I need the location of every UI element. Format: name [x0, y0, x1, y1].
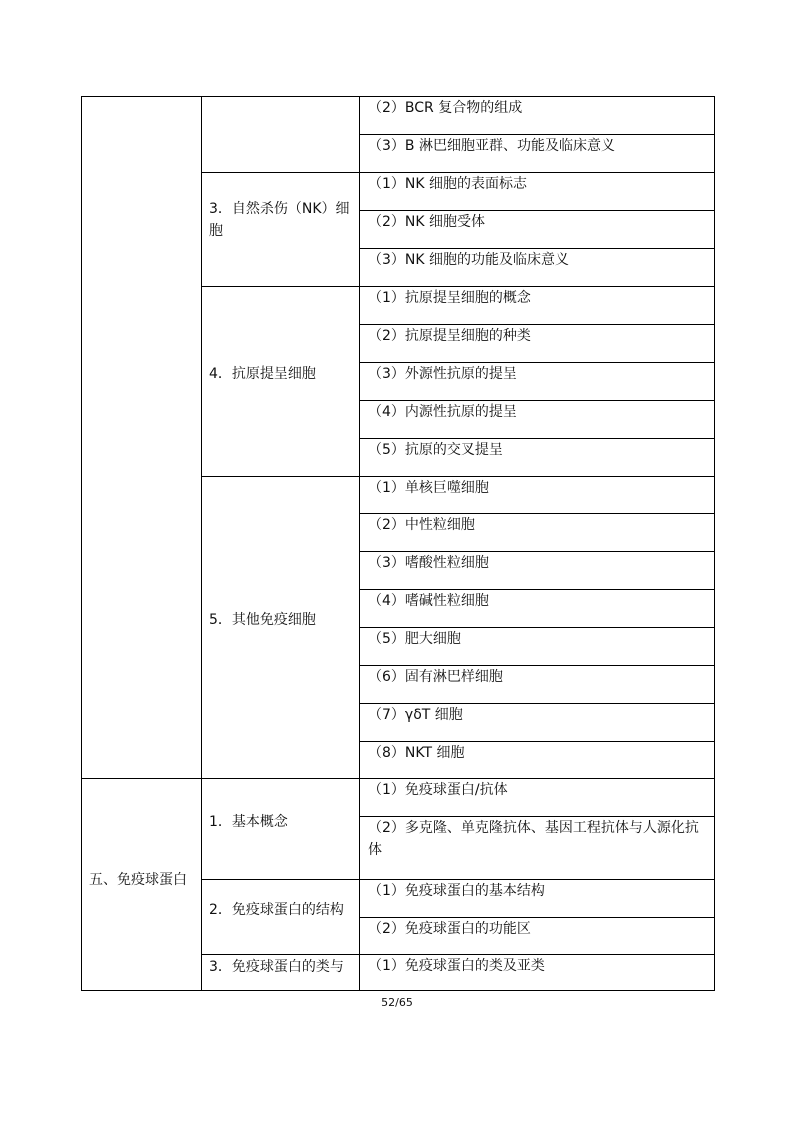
item-cell: （1）NK 细胞的表面标志 [368, 176, 528, 192]
item-cell: （2）抗原提呈细胞的种类 [368, 328, 531, 344]
topic-cell: 1．基本概念 [209, 814, 288, 830]
topic-cell: 3．自然杀伤（NK）细胞 [209, 201, 350, 239]
item-cell: （2）中性粒细胞 [368, 517, 475, 533]
item-cell: （5）抗原的交叉提呈 [368, 442, 503, 458]
item-cell: （2）NK 细胞受体 [368, 214, 486, 230]
item-cell: （3）B 淋巴细胞亚群、功能及临床意义 [368, 138, 615, 154]
item-cell: （1）免疫球蛋白的类及亚类 [368, 958, 545, 974]
item-cell: （4）内源性抗原的提呈 [368, 404, 517, 420]
col-divider-topic [359, 96, 360, 991]
item-cell: （3）NK 细胞的功能及临床意义 [368, 252, 570, 268]
item-cell: （1）单核巨噬细胞 [368, 480, 489, 496]
col-divider-section [201, 96, 202, 991]
item-cell: （6）固有淋巴样细胞 [368, 669, 503, 685]
item-cell: （1）免疫球蛋白的基本结构 [368, 883, 545, 899]
topic-cell: 4．抗原提呈细胞 [209, 366, 316, 382]
item-cell: （1）抗原提呈细胞的概念 [368, 290, 531, 306]
item-cell: （3）外源性抗原的提呈 [368, 366, 517, 382]
item-cell: （3）嗜酸性粒细胞 [368, 555, 489, 571]
topic-cell: 3．免疫球蛋白的类与 [209, 959, 344, 975]
item-cell: （2）多克隆、单克隆抗体、基因工程抗体与人源化抗体 [368, 820, 699, 858]
item-cell: （2）BCR 复合物的组成 [368, 100, 523, 116]
item-cell: （7）γδT 细胞 [368, 707, 463, 723]
page-number: 52/65 [381, 996, 413, 1009]
item-cell: （8）NKT 细胞 [368, 745, 465, 761]
topic-cell: 2．免疫球蛋白的结构 [209, 902, 344, 918]
item-cell: （2）免疫球蛋白的功能区 [368, 921, 531, 937]
section-cell: 五、免疫球蛋白 [89, 872, 187, 888]
item-cell: （1）免疫球蛋白/抗体 [368, 782, 508, 798]
item-cell: （5）肥大细胞 [368, 631, 461, 647]
topic-cell: 5．其他免疫细胞 [209, 612, 316, 628]
item-cell: （4）嗜碱性粒细胞 [368, 593, 489, 609]
